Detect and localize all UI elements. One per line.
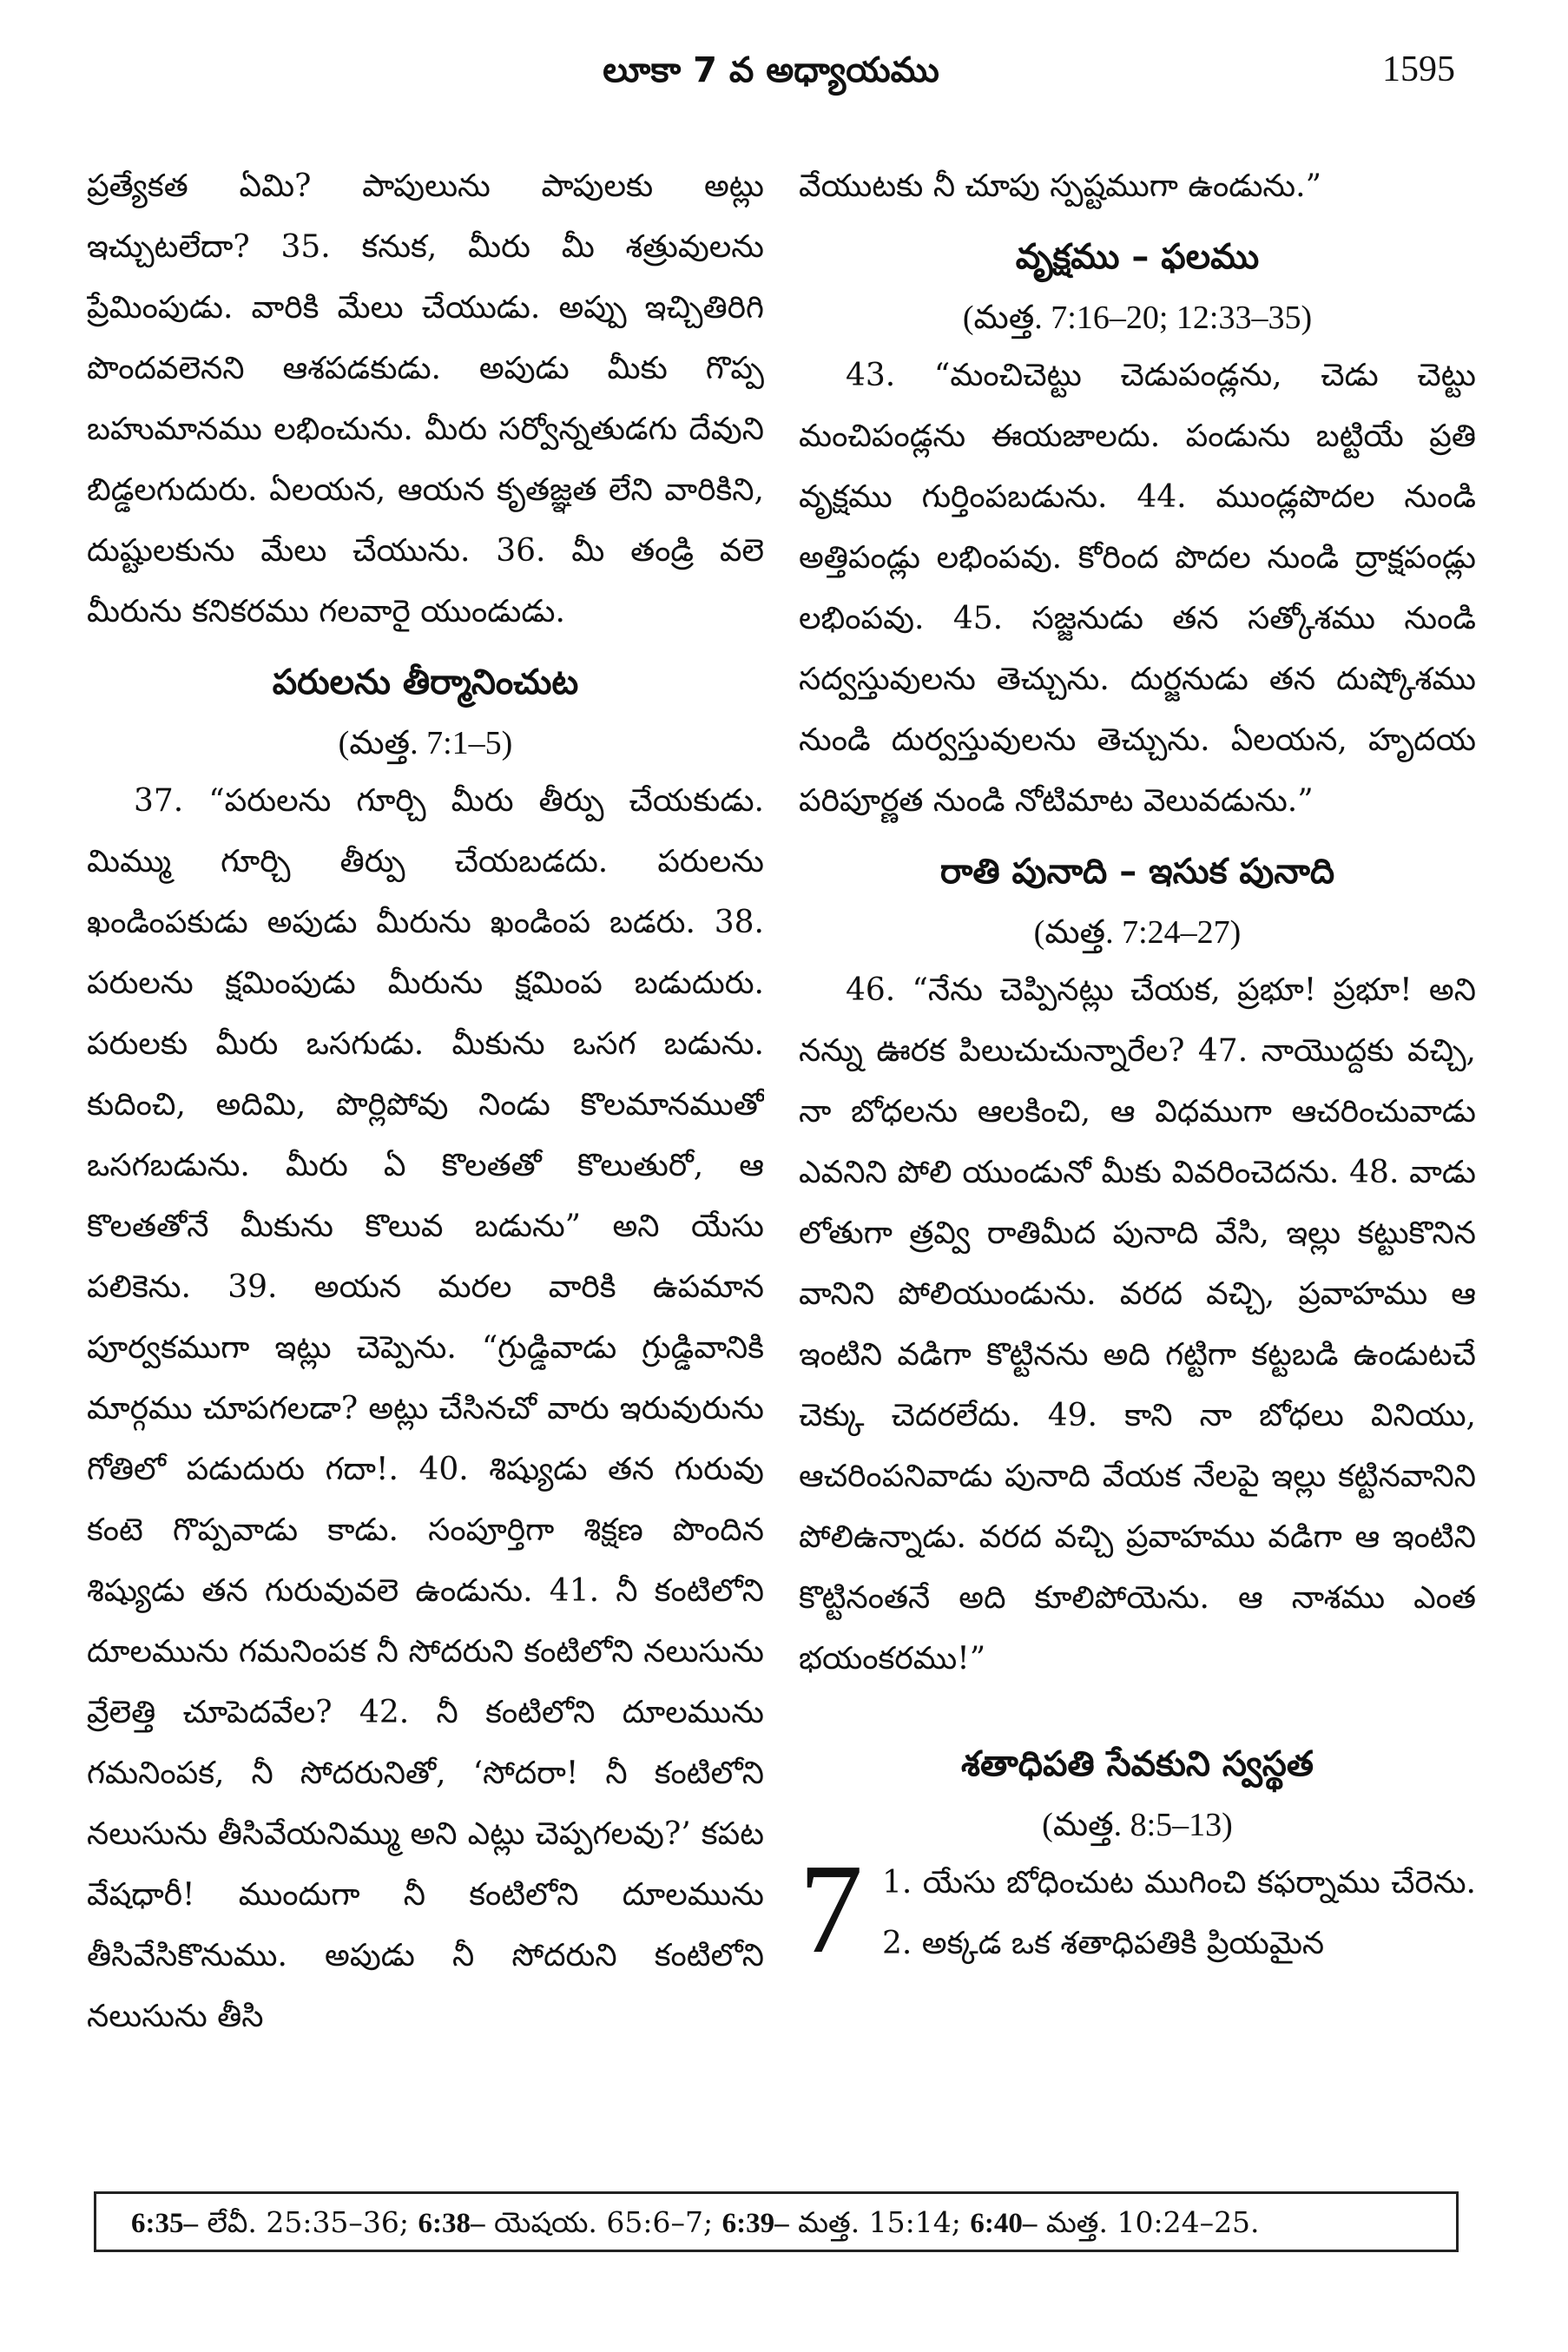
footnote-ref: 6:39–	[721, 2208, 789, 2239]
section-title: రాతి పునాది – ఇసుక పునాది	[939, 852, 1335, 892]
footnote-text	[131, 2203, 1260, 2243]
section-reference: (మత్త. 7:1–5)	[338, 725, 513, 761]
left-column	[87, 156, 764, 2110]
footnote-ref: 6:40–	[970, 2208, 1038, 2239]
paragraph: 37. “పరులను గూర్చి మీరు తీర్పు చేయకుడు. మిమ్ము గూర్చి తీర్పు చేయబడదు. పరులను ఖండింపకుడు అపుడు మీరును ఖండింప బడరు. 38. పరులను క్షమింపుడు మీరును క్షమింప బడుదురు. పరులకు మీరు ఒసగుడు. మీకును ఒసగ బడును. కుదించి, అదిమి, పొర్లిపోవు నిండు కొలమానముతో ఒసగబడును. మీరు ఏ కొలతతో కొలుతురో, ఆ కొలతతోనే మీకును కొలువ బడును” అని యేసు పలికెను. 39. అయన మరల వారికి ఉపమాన పూర్వకముగా ఇట్లు చెప్పెను. “గ్రుడ్డివాడు గ్రుడ్డివానికి మార్గము చూపగలడా? అట్లు చేసినచో వారు ఇరువురును గోతిలో పడుదురు గదా!. 40. శిష్యుడు తన గురువు కంటె గొప్పవాడు కాడు. సంపూర్తిగా శిక్షణ పొందిన శిష్యుడు తన గురువువలె ఉండును. 41. నీ కంటిలోని దూలమును గమనింపక నీ సోదరుని కంటిలోని నలుసును వ్రేలెత్తి చూపెదవేల? 42. నీ కంటిలోని దూలమును గమనింపక, నీ సోదరునితో, ‘సోదరా! నీ కంటిలోని నలుసును తీసివేయనిమ్ము అని ఎట్లు చెప్పగలవు?’ కపట వేషధారీ! ముందుగా నీ కంటిలోని దూలమును తీసివేసికొనుము. అపుడు నీ సోదరుని కంటిలోని నలుసును తీసి	[87, 783, 764, 2034]
page-number: 1595	[1382, 49, 1455, 89]
cross-reference-footnote	[94, 2191, 1459, 2252]
section-title: వృక్షము – ఫలము	[1015, 237, 1260, 277]
paragraph: 46. “నేను చెప్పినట్లు చేయక, ప్రభూ! ప్రభూ! అని నన్ను ఊరక పిలుచుచున్నారేల? 47. నాయొద్దకు వచ్చి, నా బోధలను ఆలకించి, ఆ విధముగా ఆచరించువాడు ఎవనిని పోలి యుండునో మీకు వివరించెదను. 48. వాడు లోతుగా త్రవ్వి రాతిమీద పునాది వేసి, ఇల్లు కట్టుకొనిన వానిని పోలియుండును. వరద వచ్చి, ప్రవాహము ఆ ఇంటిని వడిగా కొట్టినను అది గట్టిగా కట్టబడి ఉండుటచే చెక్కు చెదరలేదు. 49. కాని నా బోధలు వినియు, ఆచరింపనివాడు పునాది వేయక నేలపై ఇల్లు కట్టినవానిని పోలిఉన్నాడు. వరద వచ్చి ప్రవాహము వడిగా ఆ ఇంటిని కొట్టినంతనే అది కూలిపోయెను. ఆ నాశము ఎంత భయంకరము!”	[799, 972, 1476, 1677]
section-title: పరులను తీర్మానించుట	[272, 662, 579, 702]
section-reference: (మత్త. 7:16–20; 12:33–35)	[962, 300, 1313, 336]
page-header	[87, 45, 1455, 106]
paragraph: 43. “మంచిచెట్టు చెడుపండ్లను, చెడు చెట్టు మంచిపండ్లను ఈయజాలదు. పండును బట్టియే ప్రతి వృక్షము గుర్తింపబడును. 44. ముండ్లపొదల నుండి అత్తిపండ్లు లభింపవు. కోరింద పొదల నుండి ద్రాక్షపండ్లు లభింపవు. 45. సజ్జనుడు తన సత్కోశము నుండి సద్వస్తువులను తెచ్చును. దుర్జనుడు తన దుష్కోశము నుండి దుర్వస్తువులను తెచ్చును. ఏలయన, హృదయ పరిపూర్ణత నుండి నోటిమాట వెలువడును.”	[799, 358, 1476, 819]
section-reference: (మత్త. 7:24–27)	[1033, 914, 1242, 951]
footnote-ref: 6:35–	[131, 2208, 198, 2239]
footnote-citation: మత్త. 10:24–25.	[1037, 2205, 1260, 2239]
chapter-opening	[799, 1838, 1476, 1980]
section-title: శతాధిపతి సేవకుని స్వస్థత	[960, 1744, 1314, 1784]
footnote-citation: మత్త. 15:14;	[788, 2205, 971, 2239]
footnote-ref: 6:38–	[418, 2208, 485, 2239]
footnote-citation: యెషయ. 65:6–7;	[484, 2205, 722, 2239]
paragraph: 1. యేసు బోధించుట ముగించి కఫర్నాము చేరెను. 2. అక్కడ ఒక శతాధిపతికి ప్రియమైన	[882, 1865, 1476, 1961]
paragraph: వేయుటకు నీ చూపు స్పష్టముగా ఉండును.”	[799, 168, 1321, 204]
right-column	[799, 156, 1476, 2110]
section-reference: (మత్త. 8:5–13)	[1042, 1807, 1233, 1843]
section-spacer	[799, 1690, 1476, 1724]
chapter-number: 7	[799, 1838, 863, 1980]
running-head: లూకా 7 వ అధ్యాయము	[603, 50, 939, 90]
paragraph: ప్రత్యేకత ఏమి? పాపులును పాపులకు అట్లు ఇచ్చుటలేదా? 35. కనుక, మీరు మీ శత్రువులను ప్రేమింపుడు. వారికి మేలు చేయుడు. అప్పు ఇచ్చితిరిగి పొందవలెనని ఆశపడకుడు. అపుడు మీకు గొప్ప బహుమానము లభించును. మీరు సర్వోన్నతుడగు దేవుని బిడ్డలగుదురు. ఏలయన, ఆయన కృతజ్ఞత లేని వారికిని, దుష్టులకును మేలు చేయును. 36. మీ తండ్రి వలె మీరును కనికరము గలవారై యుండుడు.	[87, 168, 764, 629]
footnote-citation: లేవీ. 25:35–36;	[198, 2205, 418, 2239]
